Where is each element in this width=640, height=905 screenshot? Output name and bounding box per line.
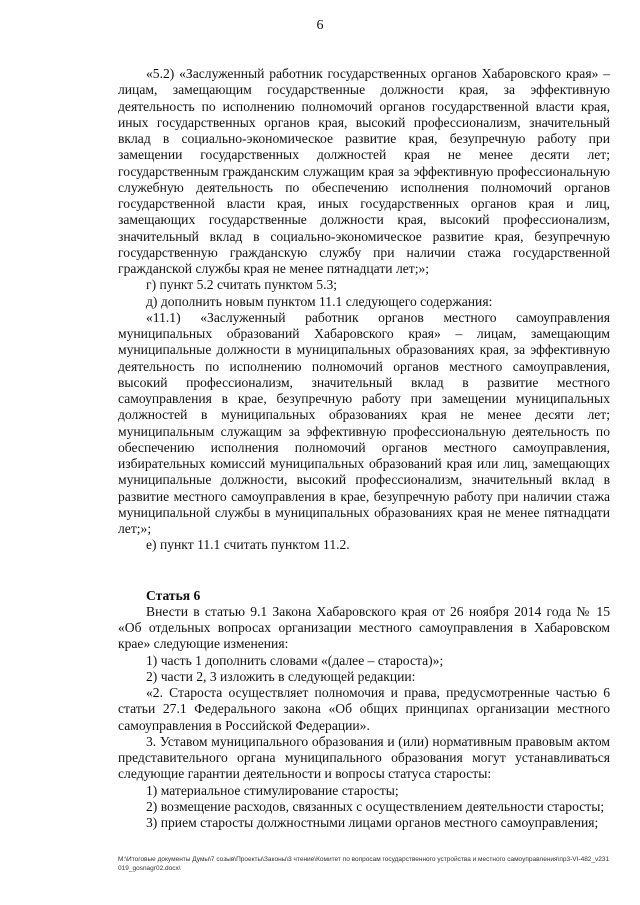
article-item-1: 1) часть 1 дополнить словами «(далее – староста)»; [146, 652, 444, 668]
guarantee-item-3: 3) прием старосты должностными лицами органов местного самоуправления; [146, 815, 599, 830]
article-heading: Статья 6 [146, 587, 201, 603]
paragraph-g: г) пункт 5.2 считать пунктом 5.3; [146, 277, 338, 293]
paragraph-d: д) дополнить новым пунктом 11.1 следующего содержания: [146, 293, 493, 309]
article-part-2: «2. Староста осуществляет полномочия и права, предусмотренные частью 6 статьи 27.1 Федерального закона «Об общих принципах организации местного самоуправления в Российской Федерации». [118, 685, 610, 733]
article-intro: Внести в статью 9.1 Закона Хабаровского края от 26 ноября 2014 года № 15 «Об отдельных вопросах организации местного самоуправления в Хабаровском крае» следующие изменения: [118, 603, 610, 652]
file-path-footer: М:\Итоговые документы Думы\7 созыв\Проекты\Законы\3 чтение\Комитет по вопросам государственного устройства и местного самоуправления\пр3-VI-482_v231019_gosnagr02.docx\ [118, 856, 610, 872]
guarantee-item-2: 2) возмещение расходов, связанных с осуществлением деятельности старосты; [146, 798, 605, 814]
guarantee-item-1: 1) материальное стимулирование старосты; [146, 782, 399, 798]
spacer [118, 554, 610, 570]
paragraph-5-2: «5.2) «Заслуженный работник государственных органов Хабаровского края» – лицам, замещающим государственные должности края, за эффективную деятельность по исполнению полномочий органов государственной власти края, иных государственных органов края, высокий профессионализм, значительный вклад в социально-экономическое развитие края, безупречную работу при замещении государственных должностей края не менее десяти лет; государственным гражданским служащим края за эффективную профессиональную служебную деятельность по обеспечению исполнения полномочий органов государственной власти края, иных государственных органов края и лиц, замещающих государственные должности края, высокий профессионализм, значительный вклад в социально-экономическое развитие края, безупречную государственную гражданскую службу при наличии стажа государственной гражданской службы края не менее пятнадцати лет;»; [118, 66, 610, 276]
paragraph-e: е) пункт 11.1 считать пунктом 11.2. [146, 537, 350, 553]
document-body [118, 66, 610, 831]
page-number: 6 [316, 18, 324, 33]
article-part-3: 3. Уставом муниципального образования и (или) нормативным правовым актом представительного органа муниципального образования могут устанавливаться следующие гарантии деятельности и вопросы статуса старосты: [118, 733, 610, 782]
paragraph-11-1: «11.1) «Заслуженный работник органов местного самоуправления муниципальных образований Хабаровского края» – лицам, замещающим муниципальные должности в муниципальных образованиях края, за эффективную деятельность по исполнению полномочий органов местного самоуправления, высокий профессионализм, значительный вклад в развитие местного самоуправления в крае, безупречную работу при замещении муниципальных должностей в муниципальных образованиях края не менее десяти лет; муниципальным служащим за эффективную профессиональную деятельность по обеспечению исполнения полномочий органов местного самоуправления, избирательных комиссий муниципальных образований края или лиц, замещающих муниципальные должности, высокий профессионализм, значительный вклад в развитие местного самоуправления в крае, безупречную работу при наличии стажа муниципальной службы в муниципальных образованиях края не менее пятнадцати лет;»; [118, 309, 610, 536]
article-item-2: 2) части 2, 3 изложить в следующей редакции: [146, 668, 416, 684]
